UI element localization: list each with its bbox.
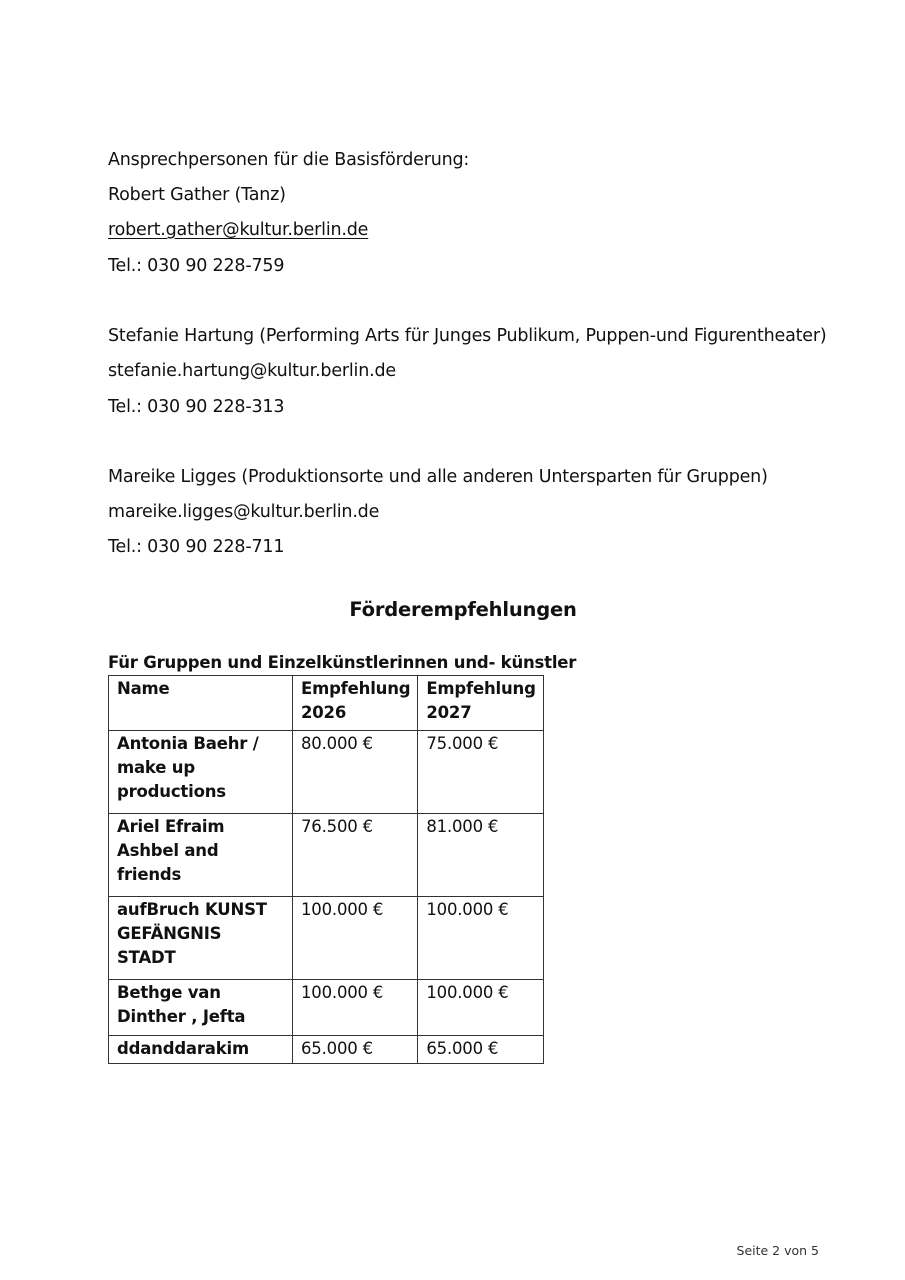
row-value-2026: 100.000 € — [293, 980, 418, 1036]
contact-phone-gather: Tel.: 030 90 228-759 — [108, 256, 285, 276]
contact-phone-ligges: Tel.: 030 90 228-711 — [108, 537, 285, 557]
row-value-2026: 80.000 € — [293, 731, 418, 814]
header-2026: Empfehlung 2026 — [293, 676, 418, 731]
row-value-2027: 75.000 € — [418, 731, 543, 814]
row-value-2027: 65.000 € — [418, 1036, 543, 1064]
row-value-2026: 100.000 € — [293, 897, 418, 980]
row-name: ddanddarakim — [109, 1036, 293, 1064]
funding-table — [108, 675, 544, 1064]
row-name: Ariel Efraim Ashbel and friends — [109, 814, 293, 897]
section-title: Förderempfehlungen — [349, 598, 577, 621]
table-row — [109, 980, 544, 1036]
row-name: Antonia Baehr / make up productions — [109, 731, 293, 814]
table-header-row — [109, 676, 544, 731]
row-value-2027: 100.000 € — [418, 897, 543, 980]
table-row — [109, 814, 544, 897]
contact-name-hartung: Stefanie Hartung (Performing Arts für Junges Publikum, Puppen-und Figurentheater) — [108, 326, 827, 346]
row-value-2026: 76.500 € — [293, 814, 418, 897]
contact-email-ligges: mareike.ligges@kultur.berlin.de — [108, 502, 380, 522]
contact-phone-hartung: Tel.: 030 90 228-313 — [108, 397, 285, 417]
row-name: Bethge van Dinther , Jefta — [109, 980, 293, 1036]
page-number: Seite 2 von 5 — [736, 1243, 819, 1258]
table-row — [109, 731, 544, 814]
row-name: aufBruch KUNST GEFÄNGNIS STADT — [109, 897, 293, 980]
contact-name-gather: Robert Gather (Tanz) — [108, 185, 286, 205]
row-value-2026: 65.000 € — [293, 1036, 418, 1064]
contact-email-hartung: stefanie.hartung@kultur.berlin.de — [108, 361, 396, 381]
row-value-2027: 81.000 € — [418, 814, 543, 897]
header-name: Name — [109, 676, 293, 731]
row-value-2027: 100.000 € — [418, 980, 543, 1036]
contacts-heading: Ansprechpersonen für die Basisförderung: — [108, 150, 470, 170]
table-row — [109, 897, 544, 980]
table-row — [109, 1036, 544, 1064]
contact-name-ligges: Mareike Ligges (Produktionsorte und alle anderen Untersparten für Gruppen) — [108, 467, 768, 487]
contact-email-gather-link[interactable]: robert.gather@kultur.berlin.de — [108, 220, 369, 240]
table-caption: Für Gruppen und Einzelkünstlerinnen und- künstler — [108, 653, 577, 672]
header-2027: Empfehlung 2027 — [418, 676, 543, 731]
